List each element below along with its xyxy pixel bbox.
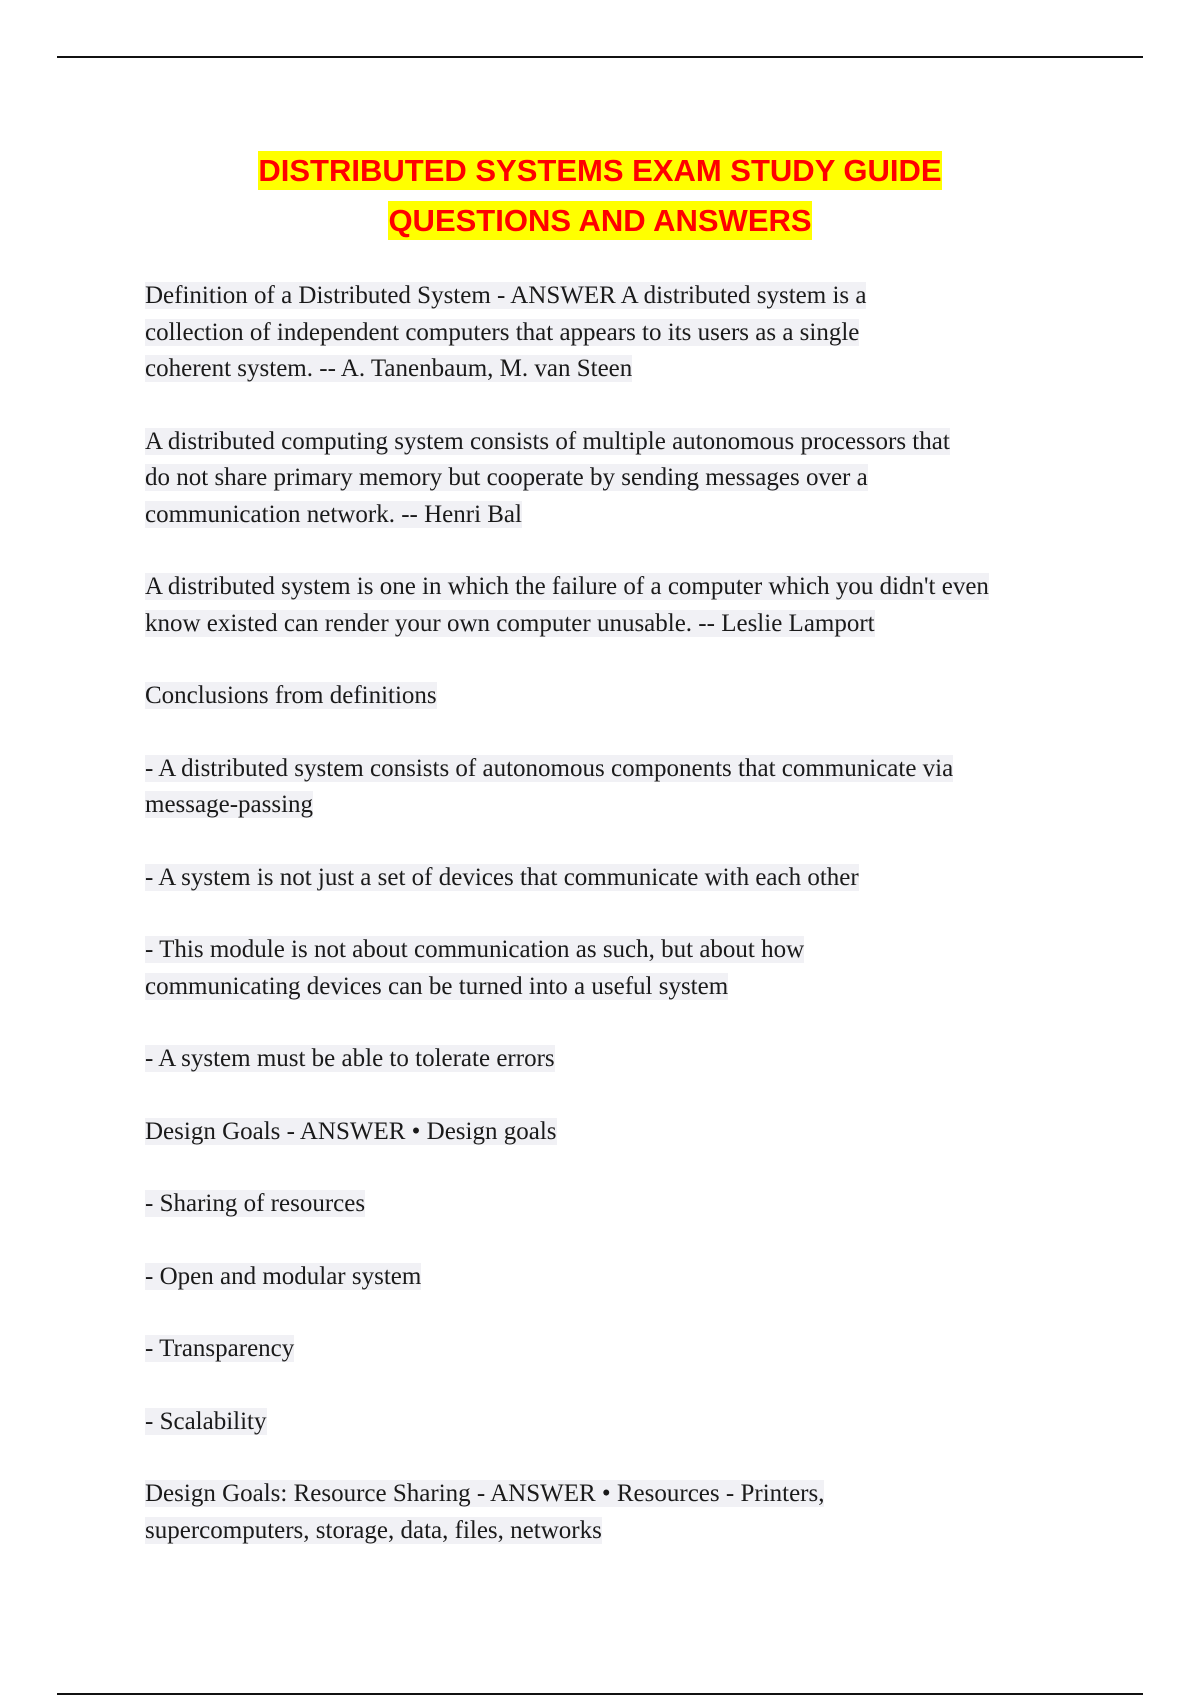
top-rule [57,56,1143,58]
page-title [0,146,1200,246]
design-goal-item: - Open and modular system [145,1262,422,1290]
design-goal-item: - Sharing of resources [145,1190,366,1217]
conclusion-item: - This module is not about communication as such, but about how communicating devices can be turned into a useful system [145,936,805,1000]
qa-design-goals: Design Goals - ANSWER • Design goals [145,1117,557,1145]
conclusion-item: - A distributed system consists of autonomous components that communicate via message-passing [145,754,954,818]
quote-leslie-lamport: A distributed system is one in which the failure of a computer which you didn't even know existed can render your own computer unusable. -- Leslie Lamport [145,573,989,637]
design-goal-item: - Transparency [145,1335,295,1362]
bottom-rule [57,1693,1143,1695]
conclusion-item: - A system is not just a set of devices that communicate with each other [145,863,859,891]
design-goal-item: - Scalability [145,1407,267,1435]
title-line-1: DISTRIBUTED SYSTEMS EXAM STUDY GUIDE [258,153,942,188]
conclusion-item: - A system must be able to tolerate errors [145,1045,555,1072]
qa-resource-sharing: Design Goals: Resource Sharing - ANSWER • Resources - Printers, supercomputers, storage, data, files, networks [145,1480,825,1544]
quote-henri-bal: A distributed computing system consists of multiple autonomous processors that do not share primary memory but cooperate by sending messages over a communication network. -- Henri Bal [145,427,950,528]
title-line-2: QUESTIONS AND ANSWERS [388,203,812,238]
document-body [145,278,1045,1585]
qa-definition-paragraph: Definition of a Distributed System - ANSWER A distributed system is a collection of independent computers that appears to its users as a single coherent system. -- A. Tanenbaum, M. van Steen [145,282,867,382]
conclusions-heading: Conclusions from definitions [145,682,437,709]
